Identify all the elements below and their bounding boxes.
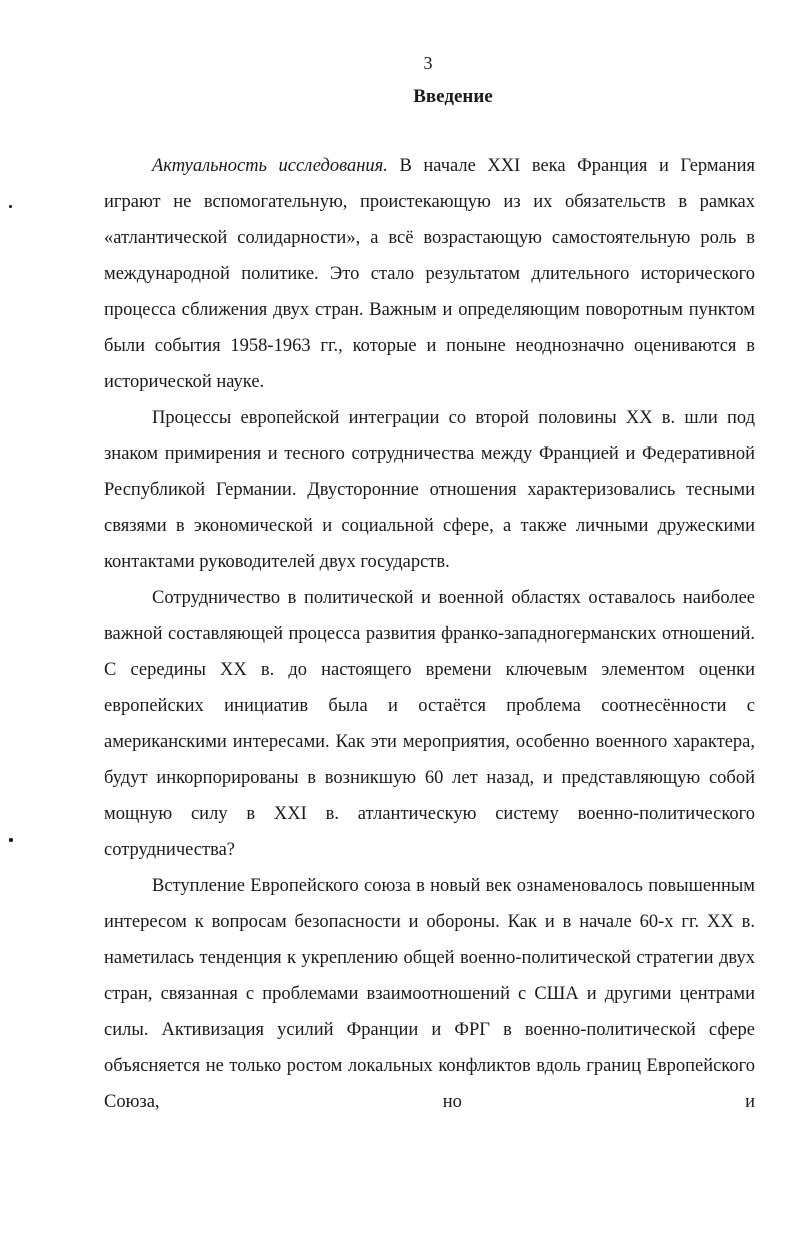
paragraph-lead-term: Актуальность исследования. bbox=[152, 156, 388, 176]
page-title: Введение bbox=[413, 86, 493, 107]
scan-speck bbox=[9, 205, 12, 208]
scan-speck bbox=[9, 838, 13, 842]
paragraph-1-text: В начале XXI века Франция и Германия играют не вспомогательную, проистекающую из их обязательств в рамках «атлантической солидарности», а всё возрастающую самостоятельную роль в международной политике. Это стало результатом длительного исторического процесса сближения двух стран. Важным и определяющим поворотным пунктом были события 1958-1963 гг., которые и поныне неоднозначно оцениваются в исторической науке. bbox=[104, 156, 756, 392]
paragraph-3: Сотрудничество в политической и военной областях оставалось наиболее важной составляющей процесса развития франко-западногерманских отношений. С середины XX в. до настоящего времени ключевым элементом оценки европейских инициатив была и остаётся проблема соотнесённости с американскими интересами. Как эти мероприятия, особенно военного характера, будут инкорпорированы в возникшую 60 лет назад, и представляющую собой мощную силу в XXI в. атлантическую систему военно-политического сотрудничества? bbox=[104, 588, 755, 860]
paragraph-2: Процессы европейской интеграции со второй половины XX в. шли под знаком примирения и тесного сотрудничества между Францией и Федеративной Республикой Германии. Двусторонние отношения характеризовались тесными связями в экономической и социальной сфере, а также личными дружескими контактами руководителей двух государств. bbox=[104, 408, 755, 572]
page-number: 3 bbox=[423, 53, 433, 73]
paragraph-1 bbox=[104, 148, 755, 400]
body-text bbox=[104, 148, 755, 1120]
paragraph-4: Вступление Европейского союза в новый век ознаменовалось повышенным интересом к вопросам безопасности и обороны. Как и в начале 60-х гг. XX в. наметилась тенденция к укреплению общей военно-политической стратегии двух стран, связанная с проблемами взаимоотношений с США и другими центрами силы. Активизация усилий Франции и ФРГ в военно-политической сфере объясняется не только ростом локальных конфликтов вдоль границ Европейского Союза, но и bbox=[104, 876, 755, 1112]
